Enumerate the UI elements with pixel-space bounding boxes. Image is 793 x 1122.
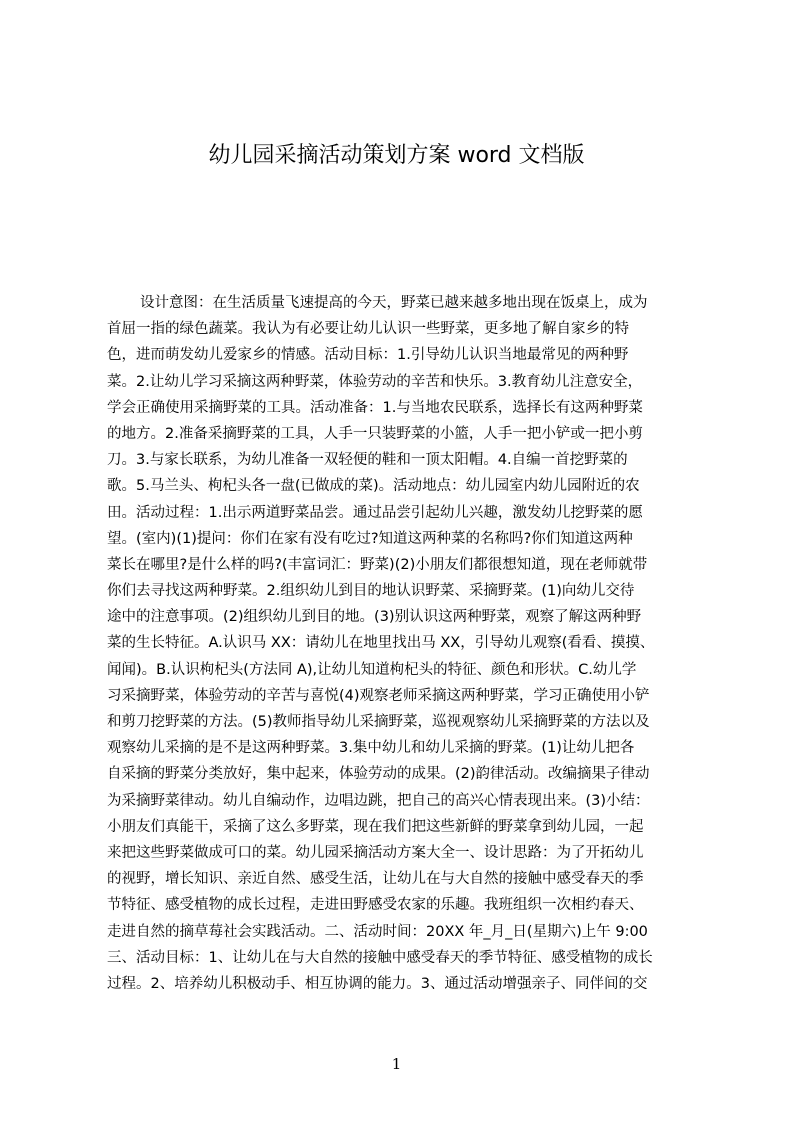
body-line: 闻闻)。B.认识枸杞头(方法同 A),让幼儿知道枸杞头的特征、颜色和形状。C.幼儿学	[107, 661, 637, 678]
body-line: 首屈一指的绿色蔬菜。我认为有必要让幼儿认识一些野菜，更多地了解自家乡的特	[107, 321, 629, 338]
body-line: 刀。3.与家长联系，为幼儿准备一双轻便的鞋和一顶太阳帽。4.自编一首挖野菜的	[107, 452, 628, 469]
body-line: 节特征、感受植物的成长过程，走进田野感受农家的乐趣。我班组织一次相约春天、	[107, 897, 644, 914]
body-line: 为采摘野菜律动。幼儿自编动作，边唱边跳，把自己的高兴心情表现出来。(3)小结：	[107, 792, 650, 809]
body-line: 小朋友们真能干，采摘了这么多野菜，现在我们把这些新鲜的野菜拿到幼儿园，一起	[107, 818, 644, 835]
body-line: 歌。5.马兰头、枸杞头各一盘(已做成的菜)。活动地点：幼儿园室内幼儿园附近的农	[107, 478, 640, 495]
body-line: 观察幼儿采摘的是不是这两种野菜。3.集中幼儿和幼儿采摘的野菜。(1)让幼儿把各	[107, 740, 635, 757]
body-line: 你们去寻找这两种野菜。2.组织幼儿到目的地认识野菜、采摘野菜。(1)向幼儿交待	[107, 583, 635, 600]
document-title: 幼儿园采摘活动策划方案 word 文档版	[208, 143, 585, 168]
body-line: 和剪刀挖野菜的方法。(5)教师指导幼儿采摘野菜，巡视观察幼儿采摘野菜的方法以及	[107, 714, 650, 730]
page-number: 1	[391, 1055, 402, 1073]
body-line: 学会正确使用采摘野菜的工具。活动准备：1.与当地农民联系，选择长有这两种野菜	[107, 399, 643, 416]
body-line: 菜长在哪里?是什么样的吗?(丰富词汇：野菜)(2)小朋友们都很想知道，现在老师就带	[107, 556, 648, 573]
body-line: 色，进而萌发幼儿爱家乡的情感。活动目标：1.引导幼儿认识当地最常见的两种野	[107, 347, 629, 364]
body-line: 菜。2.让幼儿学习采摘这两种野菜，体验劳动的辛苦和快乐。3.教育幼儿注意安全，	[107, 373, 643, 390]
body-line: 途中的注意事项。(2)组织幼儿到目的地。(3)别认识这两种野菜，观察了解这两种野	[107, 609, 642, 626]
body-line: 的视野，增长知识、亲近自然、感受生活，让幼儿在与大自然的接触中感受春天的季	[107, 871, 644, 888]
body-line: 过程。2、培养幼儿积极动手、相互协调的能力。3、通过活动增强亲子、同伴间的交	[107, 975, 648, 992]
body-line: 望。(室内)(1)提问：你们在家有没有吃过?知道这两种菜的名称吗?你们知道这两种	[107, 530, 633, 547]
body-line: 的地方。2.准备采摘野菜的工具，人手一只装野菜的小篮，人手一把小铲或一把小剪	[107, 425, 643, 442]
body-line: 田。活动过程：1.出示两道野菜品尝。通过品尝引起幼儿兴趣，激发幼儿挖野菜的愿	[107, 504, 643, 521]
document-body	[107, 290, 697, 997]
body-line: 自采摘的野菜分类放好，集中起来，体验劳动的成果。(2)韵律活动。改编摘果子律动	[107, 766, 650, 783]
body-line: 设计意图：在生活质量飞速提高的今天，野菜已越来越多地出现在饭桌上，成为	[140, 295, 648, 311]
body-line: 习采摘野菜，体验劳动的辛苦与喜悦(4)观察老师采摘这两种野菜，学习正确使用小铲	[107, 687, 650, 704]
body-line: 三、活动目标：1、让幼儿在与大自然的接触中感受春天的季节特征、感受植物的成长	[107, 949, 653, 966]
body-line: 菜的生长特征。A.认识马 XX：请幼儿在地里找出马 XX，引导幼儿观察(看看、摸摸、	[107, 635, 655, 652]
body-line: 来把这些野菜做成可口的菜。幼儿园采摘活动方案大全一、设计思路：为了开拓幼儿	[107, 844, 644, 861]
body-line: 走进自然的摘草莓社会实践活动。二、活动时间：20XX 年_月_日(星期六)上午 9:00	[107, 923, 648, 940]
